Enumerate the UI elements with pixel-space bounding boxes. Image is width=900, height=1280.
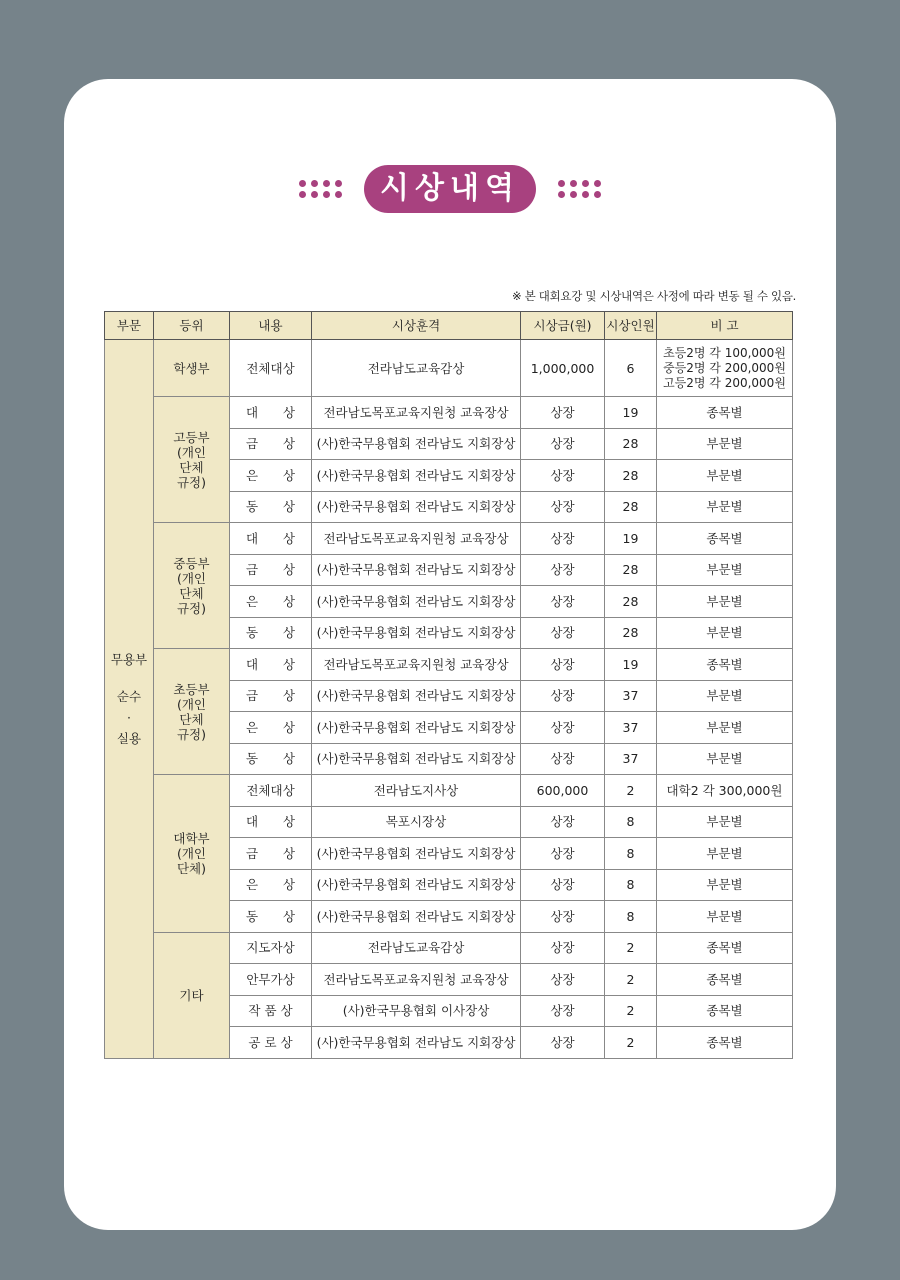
prize-cell	[230, 491, 312, 523]
money-cell: 상장	[521, 901, 605, 933]
prize-label	[230, 499, 311, 514]
line-text: 단체	[179, 585, 204, 601]
line-text: 고등2명 각 200,000원	[663, 375, 786, 390]
note-cell: 부문별	[657, 901, 793, 933]
prize-label	[230, 814, 311, 829]
group-cell: 기타	[154, 932, 230, 1058]
prize-cell	[230, 554, 312, 586]
award-cell: (사)한국무용협회 전라남도 지회장상	[312, 838, 521, 870]
award-cell: (사)한국무용협회 전라남도 지회장상	[312, 428, 521, 460]
money-cell: 상장	[521, 932, 605, 964]
right-dots-decoration	[558, 180, 601, 198]
award-cell: (사)한국무용협회 전라남도 지회장상	[312, 1027, 521, 1059]
prize-char: 상	[282, 436, 295, 452]
money-cell: 상장	[521, 995, 605, 1027]
prize-label	[230, 877, 311, 892]
prize-char: 은	[246, 593, 259, 609]
prize-cell	[230, 712, 312, 744]
prize-label	[230, 562, 311, 577]
money-cell: 상장	[521, 964, 605, 996]
award-cell: 목포시장상	[312, 806, 521, 838]
award-table	[104, 311, 793, 1059]
money-cell: 상장	[521, 554, 605, 586]
count-cell: 8	[605, 838, 657, 870]
count-cell: 2	[605, 995, 657, 1027]
count-cell: 6	[605, 340, 657, 397]
note-cell: 대학2 각 300,000원	[657, 775, 793, 807]
group-cell	[154, 523, 230, 649]
group-cell	[154, 649, 230, 775]
line-text: 단체)	[176, 860, 207, 876]
prize-cell: 공 로 상	[230, 1027, 312, 1059]
award-cell: 전라남도목포교육지원청 교육장상	[312, 649, 521, 681]
award-cell: (사)한국무용협회 전라남도 지회장상	[312, 491, 521, 523]
count-cell: 28	[605, 586, 657, 618]
line-text: (개인	[176, 444, 207, 460]
line-text: ·	[127, 709, 131, 725]
count-cell: 2	[605, 932, 657, 964]
note-cell	[657, 340, 793, 397]
prize-label	[230, 720, 311, 735]
prize-cell: 작 품 상	[230, 995, 312, 1027]
line-text: 규정)	[176, 474, 207, 490]
prize-label	[230, 751, 311, 766]
award-cell: 전라남도목포교육지원청 교육장상	[312, 964, 521, 996]
award-cell: (사)한국무용협회 전라남도 지회장상	[312, 712, 521, 744]
prize-cell	[230, 460, 312, 492]
prize-label	[230, 531, 311, 546]
note-cell: 종목별	[657, 397, 793, 429]
note-cell: 부문별	[657, 869, 793, 901]
note-cell: 부문별	[657, 680, 793, 712]
money-cell: 상장	[521, 743, 605, 775]
prize-char: 대	[246, 814, 259, 830]
group-cell	[154, 775, 230, 933]
award-cell: (사)한국무용협회 전라남도 지회장상	[312, 743, 521, 775]
table-row	[105, 523, 793, 555]
line-text: 고등부	[173, 429, 210, 445]
count-cell: 28	[605, 460, 657, 492]
count-cell: 28	[605, 428, 657, 460]
money-cell: 상장	[521, 491, 605, 523]
header-cell: 시상인원	[605, 312, 657, 340]
count-cell: 8	[605, 806, 657, 838]
money-cell: 상장	[521, 1027, 605, 1059]
prize-char: 상	[282, 499, 295, 515]
prize-label	[230, 468, 311, 483]
note-cell: 부문별	[657, 460, 793, 492]
line-text: 순수	[116, 688, 142, 704]
prize-char: 금	[246, 688, 259, 704]
prize-char: 상	[282, 877, 295, 893]
note-cell: 부문별	[657, 491, 793, 523]
left-dots-decoration	[299, 180, 342, 198]
count-cell: 19	[605, 649, 657, 681]
count-cell: 28	[605, 491, 657, 523]
note-cell: 종목별	[657, 932, 793, 964]
award-cell: (사)한국무용협회 전라남도 지회장상	[312, 901, 521, 933]
prize-label	[230, 657, 311, 672]
header-cell: 등위	[154, 312, 230, 340]
prize-char: 동	[246, 499, 259, 515]
prize-char: 은	[246, 877, 259, 893]
award-cell: 전라남도목포교육지원청 교육장상	[312, 397, 521, 429]
header-cell: 시상훈격	[312, 312, 521, 340]
prize-cell	[230, 806, 312, 838]
money-cell: 상장	[521, 460, 605, 492]
prize-label	[230, 436, 311, 451]
money-cell: 상장	[521, 523, 605, 555]
award-cell: (사)한국무용협회 전라남도 지회장상	[312, 460, 521, 492]
prize-cell	[230, 869, 312, 901]
prize-cell	[230, 428, 312, 460]
money-cell: 상장	[521, 649, 605, 681]
table-row	[105, 775, 793, 807]
prize-cell	[230, 649, 312, 681]
note-cell: 부문별	[657, 428, 793, 460]
prize-char: 대	[246, 530, 259, 546]
group-cell: 학생부	[154, 340, 230, 397]
prize-char: 상	[282, 562, 295, 578]
prize-label	[230, 909, 311, 924]
prize-char: 상	[282, 656, 295, 672]
money-cell: 1,000,000	[521, 340, 605, 397]
line-text: 실용	[116, 730, 142, 746]
line-text: 규정)	[176, 600, 207, 616]
money-cell: 상장	[521, 428, 605, 460]
prize-cell: 전체대상	[230, 775, 312, 807]
line-text: 규정)	[176, 726, 207, 742]
money-cell: 상장	[521, 680, 605, 712]
table-row	[105, 932, 793, 964]
prize-label	[230, 405, 311, 420]
note-cell: 종목별	[657, 649, 793, 681]
money-cell: 상장	[521, 712, 605, 744]
line-text: 단체	[179, 711, 204, 727]
prize-char: 상	[282, 814, 295, 830]
award-cell: (사)한국무용협회 전라남도 지회장상	[312, 586, 521, 618]
money-cell: 상장	[521, 869, 605, 901]
group-cell	[154, 397, 230, 523]
prize-cell	[230, 743, 312, 775]
money-cell: 상장	[521, 617, 605, 649]
count-cell: 8	[605, 901, 657, 933]
header-cell: 부문	[105, 312, 154, 340]
notice-text: ※ 본 대회요강 및 시상내역은 사정에 따라 변동 될 수 있음.	[511, 289, 796, 303]
award-cell: 전라남도지사상	[312, 775, 521, 807]
count-cell: 2	[605, 964, 657, 996]
award-cell: 전라남도교육감상	[312, 340, 521, 397]
count-cell: 2	[605, 775, 657, 807]
count-cell: 28	[605, 617, 657, 649]
money-cell: 상장	[521, 586, 605, 618]
header-cell: 내용	[230, 312, 312, 340]
title-banner	[0, 163, 900, 215]
note-cell: 부문별	[657, 838, 793, 870]
note-cell: 종목별	[657, 995, 793, 1027]
count-cell: 19	[605, 523, 657, 555]
prize-label	[230, 625, 311, 640]
table-row	[105, 340, 793, 397]
count-cell: 19	[605, 397, 657, 429]
prize-char: 상	[282, 751, 295, 767]
header-cell: 비 고	[657, 312, 793, 340]
prize-char: 대	[246, 656, 259, 672]
prize-char: 동	[246, 908, 259, 924]
note-cell: 부문별	[657, 554, 793, 586]
prize-label	[230, 846, 311, 861]
prize-char: 상	[282, 688, 295, 704]
line-text: 중등부	[173, 555, 210, 571]
table-header-row	[105, 312, 793, 340]
category-cell	[105, 340, 154, 1059]
prize-char: 상	[282, 467, 295, 483]
note-cell: 부문별	[657, 712, 793, 744]
line-text: 초등부	[173, 681, 210, 697]
prize-char: 상	[282, 719, 295, 735]
award-cell: (사)한국무용협회 전라남도 지회장상	[312, 680, 521, 712]
prize-char: 동	[246, 625, 259, 641]
note-cell: 종목별	[657, 1027, 793, 1059]
count-cell: 28	[605, 554, 657, 586]
prize-char: 대	[246, 404, 259, 420]
award-cell: (사)한국무용협회 전라남도 지회장상	[312, 617, 521, 649]
prize-char: 상	[282, 625, 295, 641]
note-cell: 부문별	[657, 806, 793, 838]
prize-cell: 지도자상	[230, 932, 312, 964]
prize-cell: 안무가상	[230, 964, 312, 996]
prize-cell	[230, 397, 312, 429]
line-text: (개인	[176, 845, 207, 861]
prize-label	[230, 594, 311, 609]
prize-cell	[230, 901, 312, 933]
line-text: 초등2명 각 100,000원	[663, 345, 786, 360]
money-cell: 600,000	[521, 775, 605, 807]
header-cell: 시상금(원)	[521, 312, 605, 340]
prize-label	[230, 688, 311, 703]
line-text: 무용부	[110, 651, 148, 667]
page-title: 시상내역	[364, 165, 536, 213]
line-text: (개인	[176, 696, 207, 712]
count-cell: 2	[605, 1027, 657, 1059]
prize-char: 은	[246, 719, 259, 735]
note-cell: 부문별	[657, 617, 793, 649]
prize-char: 상	[282, 404, 295, 420]
prize-char: 상	[282, 593, 295, 609]
note-cell: 부문별	[657, 586, 793, 618]
prize-char: 동	[246, 751, 259, 767]
prize-char: 상	[282, 845, 295, 861]
award-cell: 전라남도목포교육지원청 교육장상	[312, 523, 521, 555]
line-text: 단체	[179, 459, 204, 475]
count-cell: 8	[605, 869, 657, 901]
count-cell: 37	[605, 743, 657, 775]
table-row	[105, 649, 793, 681]
award-cell: (사)한국무용협회 전라남도 지회장상	[312, 869, 521, 901]
money-cell: 상장	[521, 397, 605, 429]
prize-char: 상	[282, 908, 295, 924]
prize-char: 상	[282, 530, 295, 546]
prize-cell	[230, 617, 312, 649]
note-cell: 부문별	[657, 743, 793, 775]
line-text: 중등2명 각 200,000원	[663, 360, 786, 375]
award-cell: (사)한국무용협회 이사장상	[312, 995, 521, 1027]
prize-cell	[230, 523, 312, 555]
prize-cell	[230, 586, 312, 618]
prize-char: 금	[246, 562, 259, 578]
prize-char: 금	[246, 436, 259, 452]
prize-cell	[230, 838, 312, 870]
count-cell: 37	[605, 712, 657, 744]
line-text: (개인	[176, 570, 207, 586]
note-cell: 종목별	[657, 964, 793, 996]
prize-cell: 전체대상	[230, 340, 312, 397]
line-text: 대학부	[173, 830, 210, 846]
count-cell: 37	[605, 680, 657, 712]
table-row	[105, 397, 793, 429]
award-cell: 전라남도교육감상	[312, 932, 521, 964]
money-cell: 상장	[521, 838, 605, 870]
prize-char: 은	[246, 467, 259, 483]
prize-cell	[230, 680, 312, 712]
money-cell: 상장	[521, 806, 605, 838]
note-cell: 종목별	[657, 523, 793, 555]
prize-char: 금	[246, 845, 259, 861]
award-cell: (사)한국무용협회 전라남도 지회장상	[312, 554, 521, 586]
